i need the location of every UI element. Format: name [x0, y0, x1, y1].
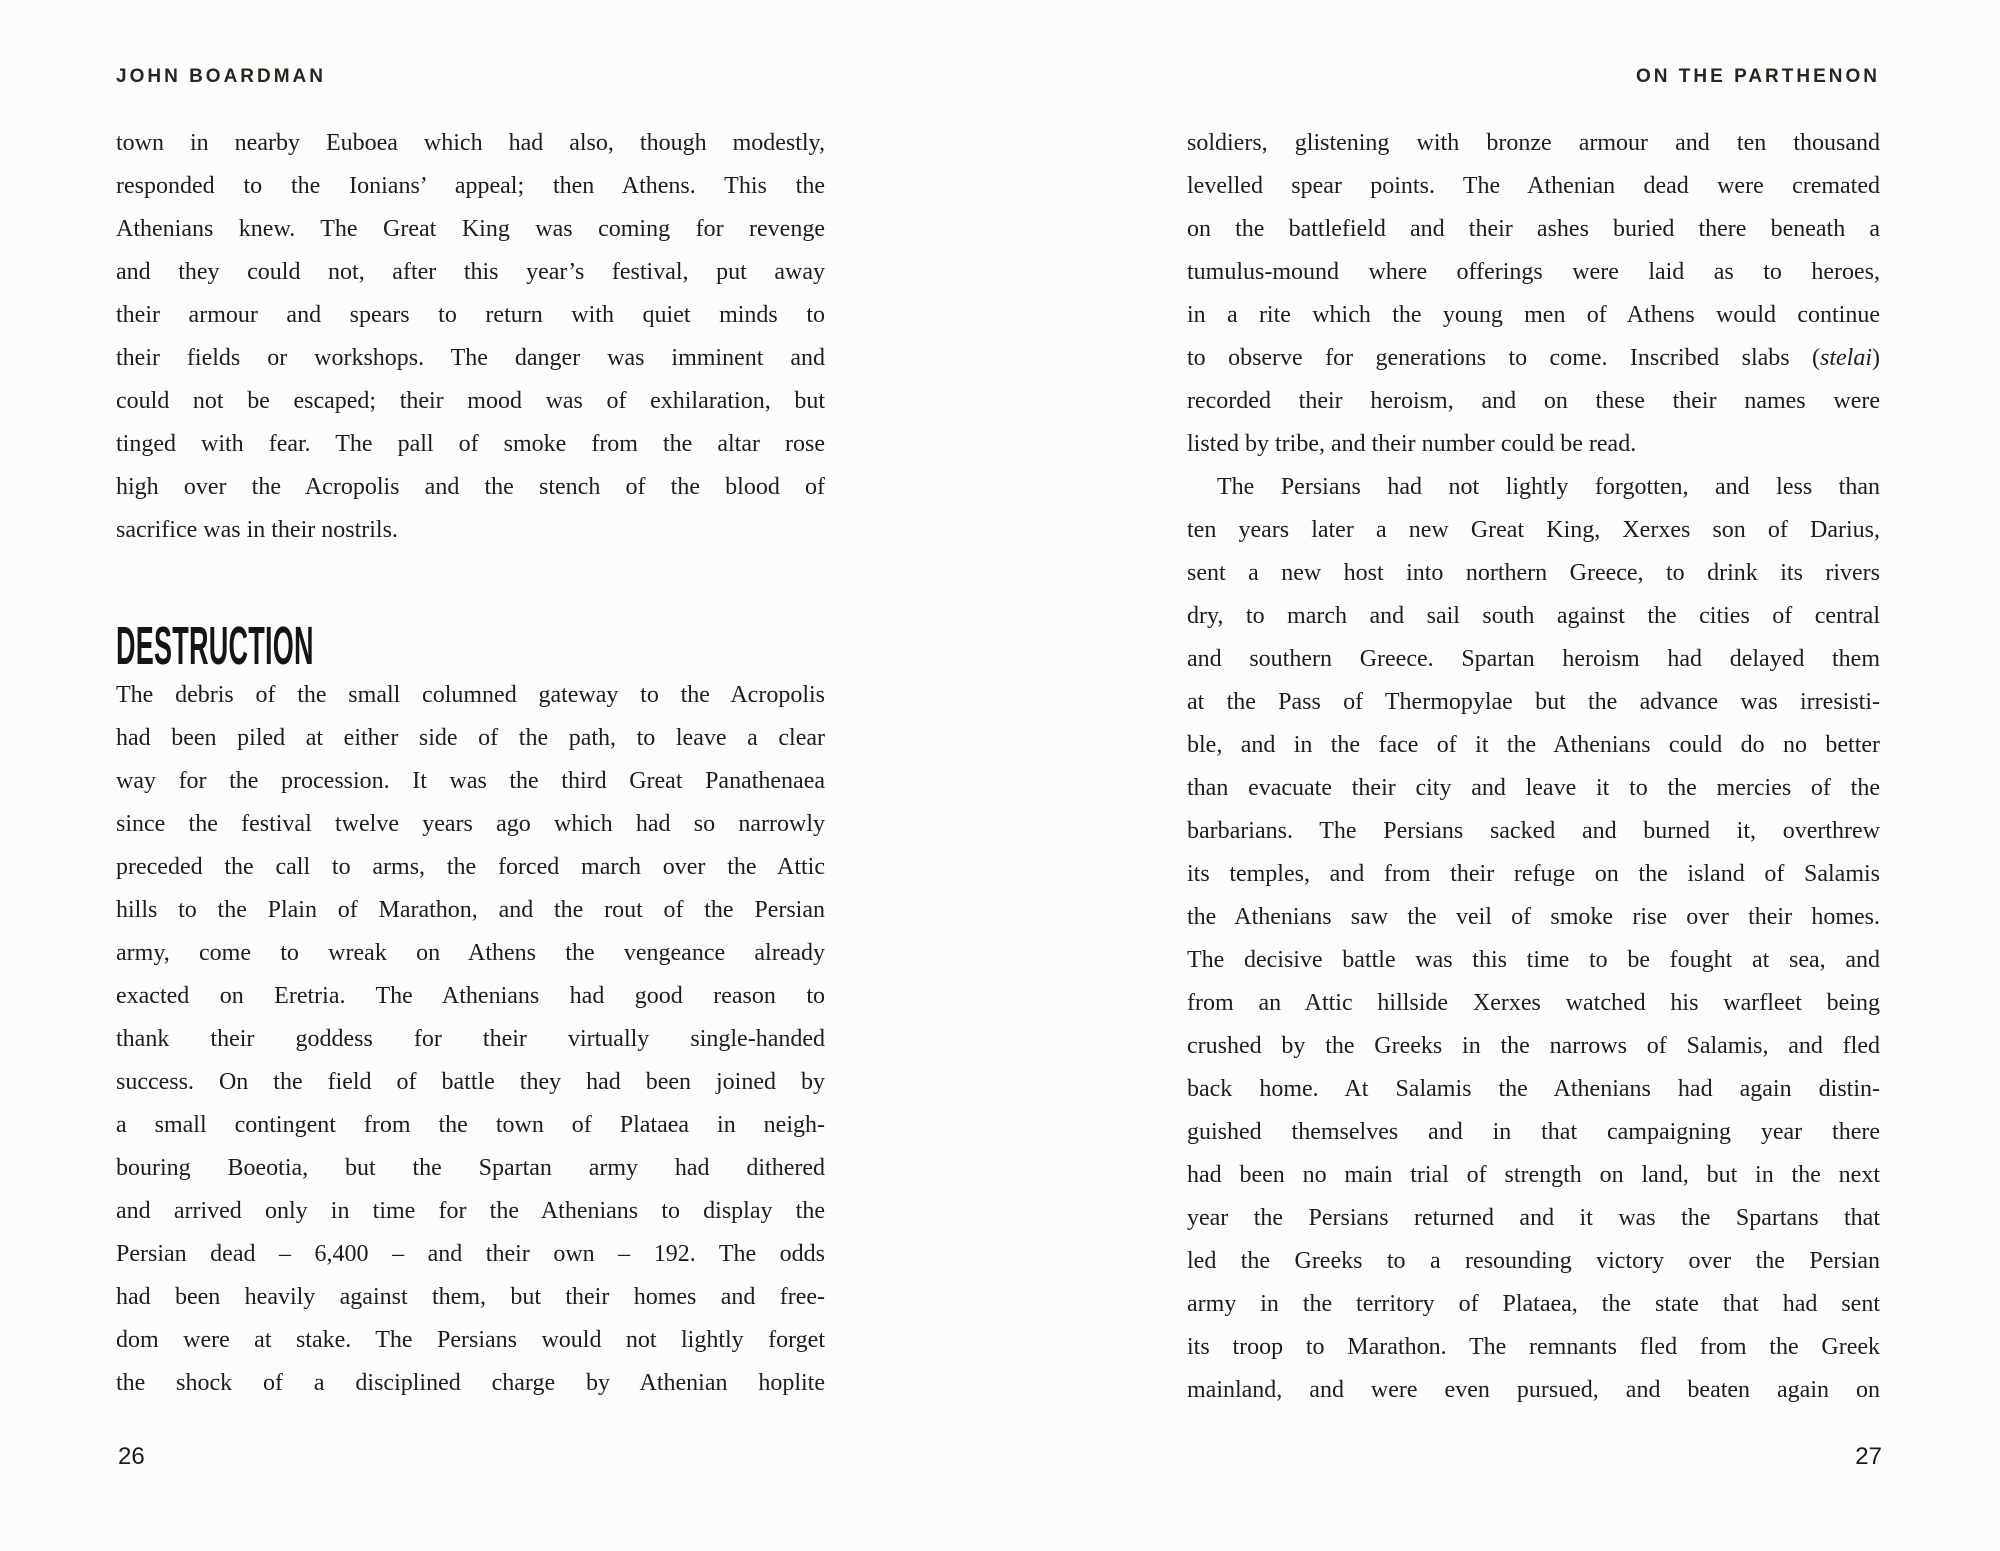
text-line: from an Attic hillside Xerxes watched his warfleet being [1187, 990, 1880, 1016]
text-line: soldiers, glistening with bronze armour and ten thousand [1187, 130, 1880, 156]
text-line: could not be escaped; their mood was of exhilaration, but [116, 388, 825, 414]
text-line: The Persians had not lightly forgotten, and less than [1217, 474, 1880, 500]
text-line: The decisive battle was this time to be fought at sea, and [1187, 947, 1880, 973]
text-line: Persian dead – 6,400 – and their own – 192. The odds [116, 1241, 825, 1267]
text-line: way for the procession. It was the third Great Panathenaea [116, 768, 825, 794]
text-line: dom were at stake. The Persians would not lightly forget [116, 1327, 825, 1353]
text-line: bouring Boeotia, but the Spartan army had dithered [116, 1155, 825, 1181]
text-line: hills to the Plain of Marathon, and the rout of the Persian [116, 897, 825, 923]
text-line: their fields or workshops. The danger was imminent and [116, 345, 825, 371]
text-line: a small contingent from the town of Plataea in neigh- [116, 1112, 825, 1138]
text-line: in a rite which the young men of Athens would continue [1187, 302, 1880, 328]
text-line: than evacuate their city and leave it to the mercies of the [1187, 775, 1880, 801]
text-line: back home. At Salamis the Athenians had again distin- [1187, 1076, 1880, 1102]
text-line: had been heavily against them, but their homes and free- [116, 1284, 825, 1310]
text-line: its troop to Marathon. The remnants fled from the Greek [1187, 1334, 1880, 1360]
text-line: their armour and spears to return with quiet minds to [116, 302, 825, 328]
text-line: The debris of the small columned gateway to the Acropolis [116, 682, 825, 708]
text-line: at the Pass of Thermopylae but the advance was irresisti- [1187, 689, 1880, 715]
left-text-column [116, 122, 825, 1405]
text-line: its temples, and from their refuge on the island of Salamis [1187, 861, 1880, 887]
text-line: levelled spear points. The Athenian dead were cremated [1187, 173, 1880, 199]
text-segment: to observe for generations to come. Inscribed slabs ( [1187, 345, 1820, 371]
page-number-left: 26 [118, 1443, 145, 1470]
text-line: ten years later a new Great King, Xerxes son of Darius, [1187, 517, 1880, 543]
text-line: dry, to march and sail south against the cities of central [1187, 603, 1880, 629]
text-line: town in nearby Euboea which had also, though modestly, [116, 130, 825, 156]
text-line: had been no main trial of strength on land, but in the next [1187, 1162, 1880, 1188]
text-line: success. On the field of battle they had been joined by [116, 1069, 825, 1095]
running-head-title: ON THE PARTHENON [1636, 66, 1880, 87]
text-line: year the Persians returned and it was the Spartans that [1187, 1205, 1880, 1231]
text-line: led the Greeks to a resounding victory over the Persian [1187, 1248, 1880, 1274]
text-line: thank their goddess for their virtually single-handed [116, 1026, 825, 1052]
text-line: high over the Acropolis and the stench of the blood of [116, 474, 825, 500]
text-line: on the battlefield and their ashes buried there beneath a [1187, 216, 1880, 242]
text-line: and southern Greece. Spartan heroism had delayed them [1187, 646, 1880, 672]
text-line: barbarians. The Persians sacked and burned it, overthrew [1187, 818, 1880, 844]
page-number-right: 27 [1855, 1443, 1882, 1470]
text-line: recorded their heroism, and on these their names were [1187, 388, 1880, 414]
section-heading-text: DESTRUCTION [116, 616, 314, 676]
section-heading-destruction [116, 618, 825, 674]
text-line: army in the territory of Plataea, the state that had sent [1187, 1291, 1880, 1317]
text-line: mainland, and were even pursued, and beaten again on [1187, 1377, 1880, 1403]
text-line: exacted on Eretria. The Athenians had good reason to [116, 983, 825, 1009]
text-line: and they could not, after this year’s festival, put away [116, 259, 825, 285]
text-line: sent a new host into northern Greece, to drink its rivers [1187, 560, 1880, 586]
text-line: listed by tribe, and their number could be read. [1187, 431, 1637, 457]
text-line: had been piled at either side of the path, to leave a clear [116, 725, 825, 751]
text-line-with-italic [1187, 337, 1880, 380]
text-line: crushed by the Greeks in the narrows of Salamis, and fled [1187, 1033, 1880, 1059]
text-line: tinged with fear. The pall of smoke from the altar rose [116, 431, 825, 457]
text-line: ble, and in the face of it the Athenians could do no better [1187, 732, 1880, 758]
text-line: sacrifice was in their nostrils. [116, 517, 398, 543]
text-line: tumulus-mound where offerings were laid as to heroes, [1187, 259, 1880, 285]
italic-term: stelai [1820, 345, 1872, 371]
text-line: the shock of a disciplined charge by Athenian hoplite [116, 1370, 825, 1396]
text-line: Athenians knew. The Great King was coming for revenge [116, 216, 825, 242]
text-line: the Athenians saw the veil of smoke rise over their homes. [1187, 904, 1880, 930]
text-line: guished themselves and in that campaigning year there [1187, 1119, 1880, 1145]
text-line: and arrived only in time for the Athenians to display the [116, 1198, 825, 1224]
text-line: responded to the Ionians’ appeal; then Athens. This the [116, 173, 825, 199]
text-line: since the festival twelve years ago which had so narrowly [116, 811, 825, 837]
text-line: army, come to wreak on Athens the vengeance already [116, 940, 825, 966]
text-segment: ) [1872, 345, 1880, 371]
text-line: preceded the call to arms, the forced march over the Attic [116, 854, 825, 880]
right-text-column [1187, 122, 1880, 1412]
running-head-author: JOHN BOARDMAN [116, 66, 326, 87]
